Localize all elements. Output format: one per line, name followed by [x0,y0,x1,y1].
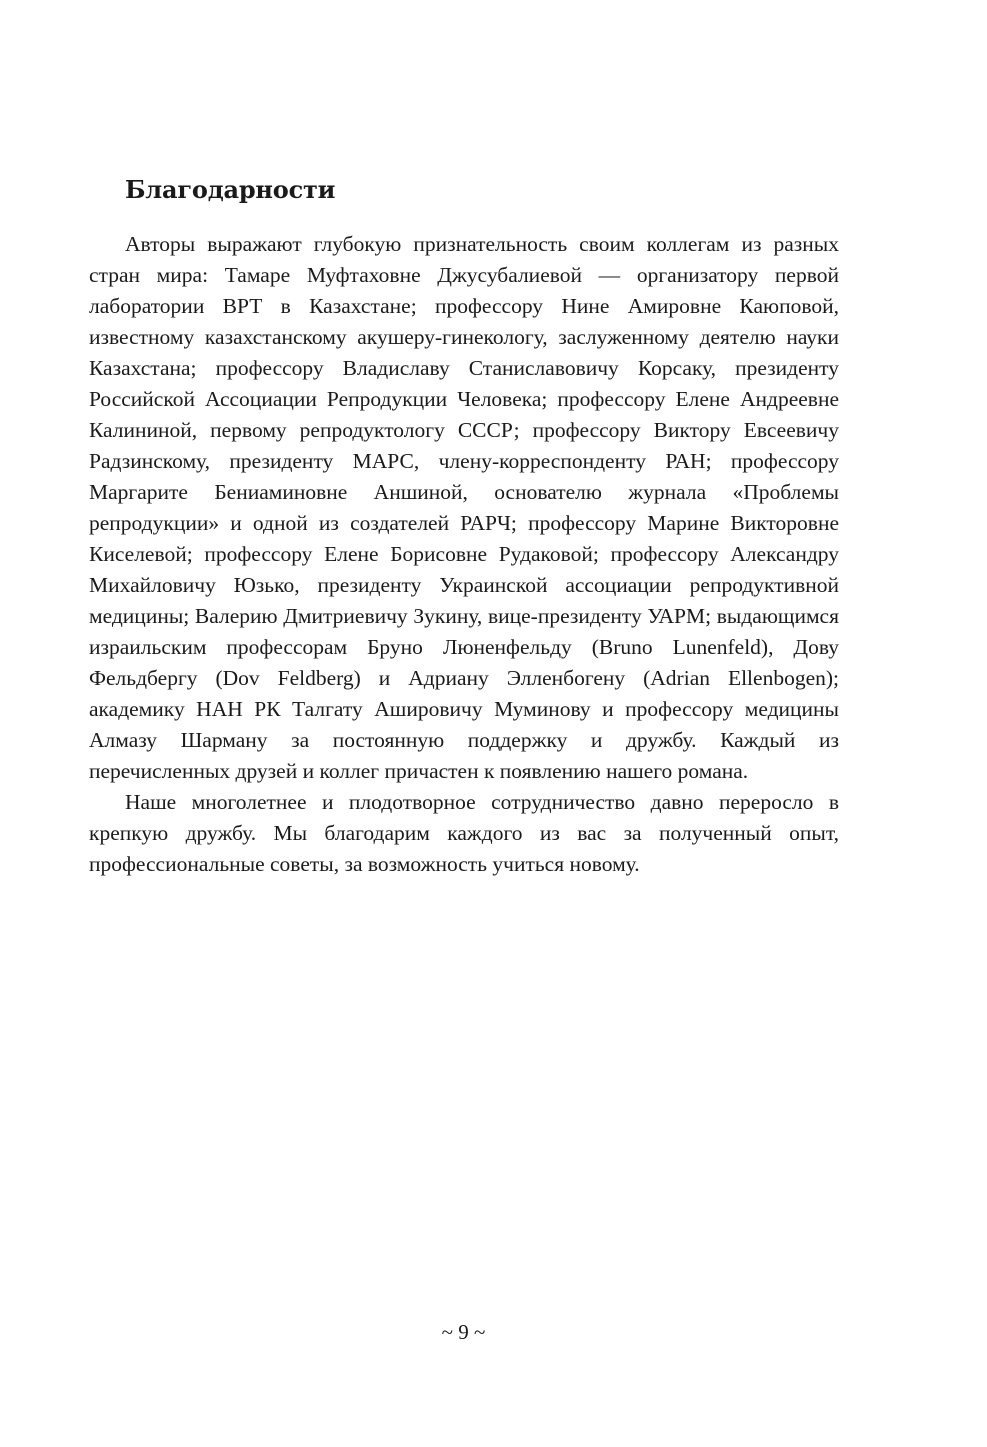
page-number: ~ 9 ~ [441,1320,486,1344]
body-text [89,229,839,880]
paragraph-friendship: Наше многолетнее и плодотворное сотрудничество давно переросло в крепкую дружбу. Мы благодарим каждого из вас за полученный опыт, профессиональные советы, за возможность учиться новому. [89,790,839,876]
section-heading: Благодарности [125,175,336,204]
paragraph-acknowledgements: Авторы выражают глубокую признательность своим коллегам из разных стран мира: Тамаре Муфтаховне Джусубалиевой — организатору первой лаборатории ВРТ в Казахстане; профессору Нине Амировне Каюповой, известному казахстанскому акушеру-гинекологу, заслуженному деятелю науки Казахстана; профессору Владиславу Станиславовичу Корсаку, президенту Российской Ассоциации Репродукции Человека; профессору Елене Андреевне Калининой, первому репродуктологу СССР; профессору Виктору Евсеевичу Радзинскому, президенту МАРС, члену-корреспонденту РАН; профессору Маргарите Бениаминовне Аншиной, основателю журнала «Проблемы репродукции» и одной из создателей РАРЧ; профессору Марине Викторовне Киселевой; профессору Елене Борисовне Рудаковой; профессору Александру Михайловичу Юзько, президенту Украинской ассоциации репродуктивной медицины; Валерию Дмитриевичу Зукину, вице-президенту УАРМ; выдающимся израильским профессорам Бруно Люненфельду (Bruno Lunenfeld), Дову Фельдбергу (Dov Feldberg) и Адриану Элленбогену (Adrian Ellenbogen); академику НАН РК Талгату Ашировичу Муминову и профессору медицины Алмазу Шарману за постоянную поддержку и дружбу. Каждый из перечисленных друзей и коллег причастен к появлению нашего романа. [89,232,839,783]
